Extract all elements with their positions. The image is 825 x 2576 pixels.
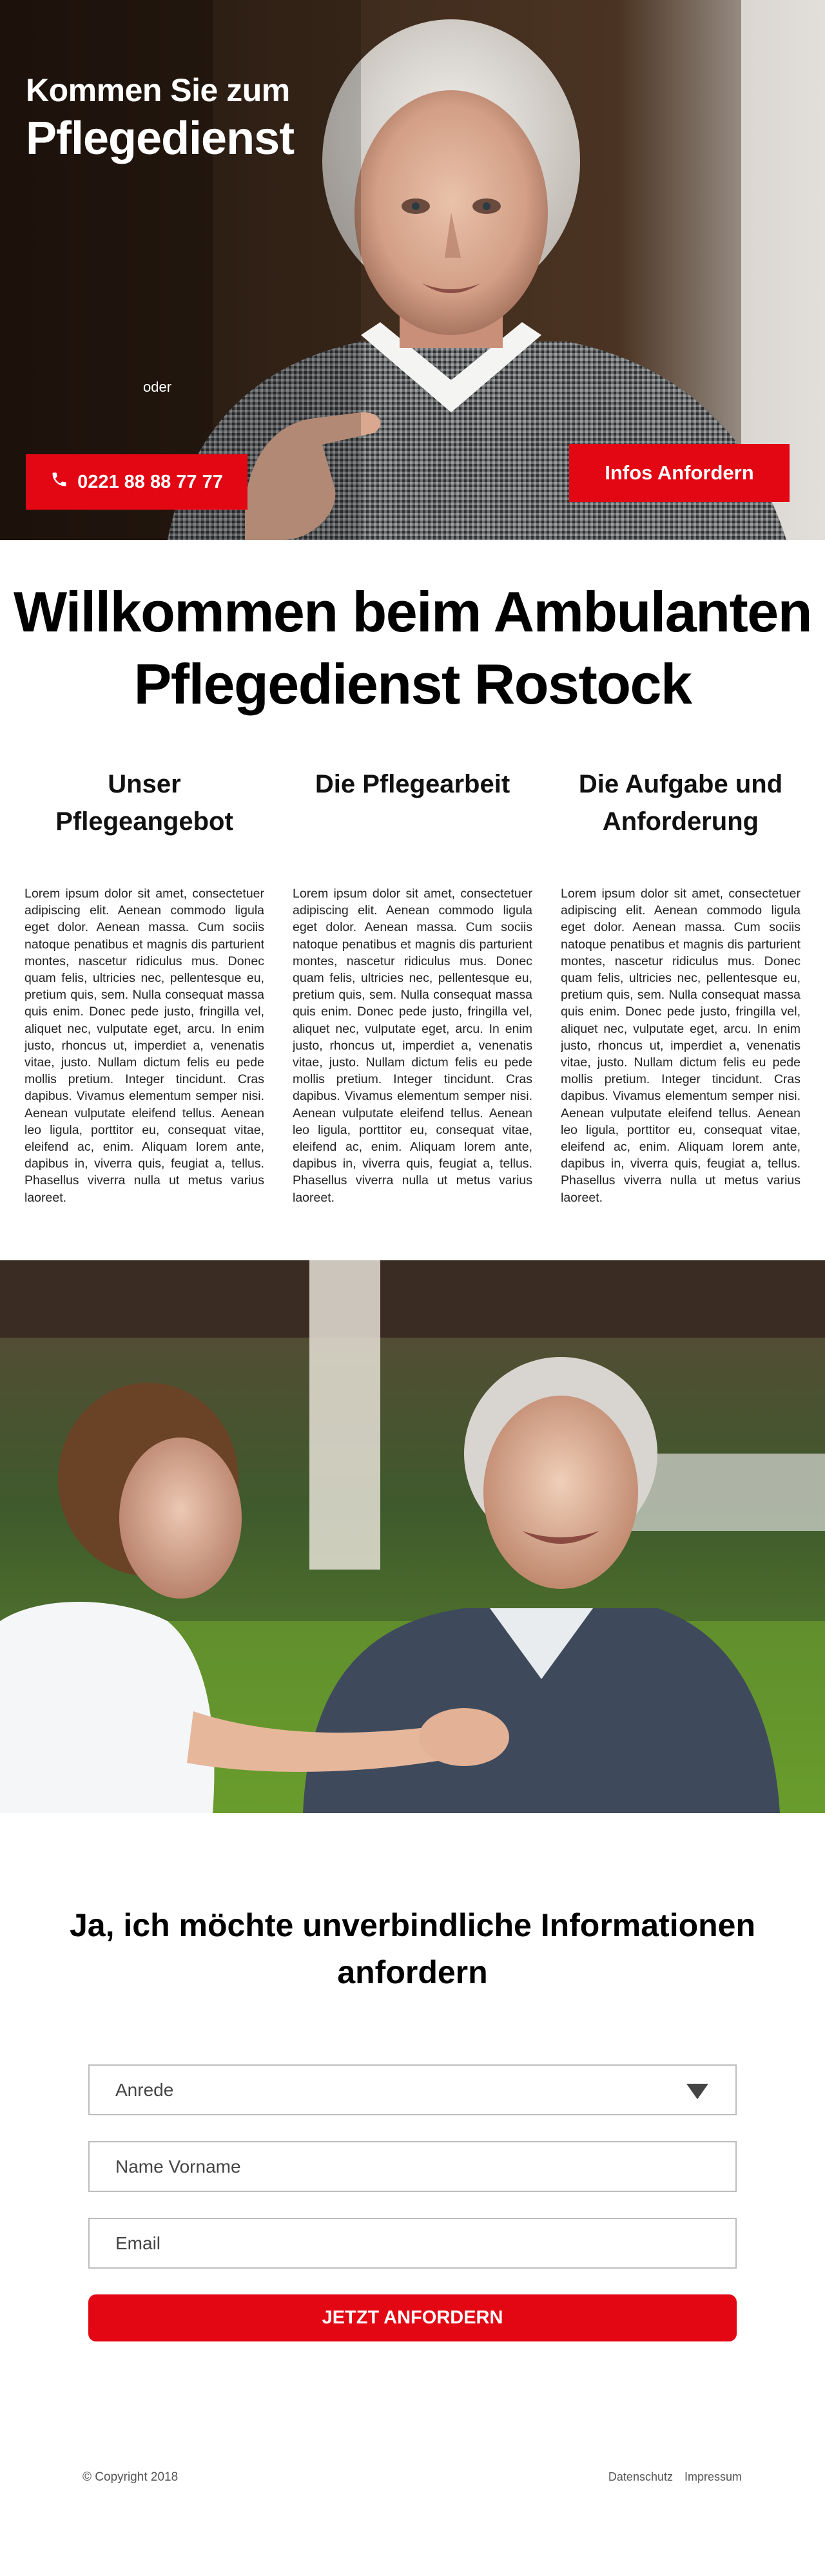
nurse-and-senior-photo <box>0 1260 825 1813</box>
hero-title-line1: Kommen Sie zum <box>26 72 290 108</box>
welcome-section <box>0 540 825 1206</box>
feature-column-task <box>561 765 801 1206</box>
hero-title-line2: Pflegedienst <box>26 113 295 164</box>
phone-number-label: 0221 88 88 77 77 <box>77 471 223 492</box>
form-title: Ja, ich möchte unverbindliche Informationen anfordern <box>69 1907 756 1990</box>
phone-call-button[interactable] <box>26 454 248 510</box>
footer <box>0 2341 825 2554</box>
hero-oder-label: oder <box>143 379 172 395</box>
hero-section <box>0 0 825 540</box>
chevron-down-icon <box>686 2084 708 2099</box>
feature-column-care-work <box>293 765 532 1206</box>
salutation-value: Anrede <box>115 2079 174 2100</box>
feature-columns <box>0 720 825 1206</box>
email-field[interactable] <box>115 2219 735 2267</box>
column-heading: Die Aufgabe und Anforderung <box>578 770 783 836</box>
column-heading: Die Pflegearbeit <box>315 770 510 798</box>
column-heading: Unser Pflegeangebot <box>55 770 233 836</box>
hero-title <box>26 70 361 166</box>
salutation-select[interactable] <box>88 2064 737 2115</box>
imprint-link[interactable]: Impressum <box>684 2470 742 2483</box>
name-field-wrapper <box>88 2141 737 2192</box>
request-form <box>88 2064 737 2341</box>
column-text: Lorem ipsum dolor sit amet, consectetuer adipiscing elit. Aenean commodo ligula eget dolor. Aenean massa. Cum sociis natoque penatibus et magnis dis parturient montes, nascetur ridiculus mus. Donec quam felis, ultricies nec, pellentesque eu, pretium quis, sem. Nulla consequat massa quis enim. Donec pede justo, fringilla vel, aliquet nec, vulputate eget, arcu. In enim justo, rhoncus ut, imperdiet a, venenatis vitae, justo. Nullam dictum felis eu pede mollis pretium. Integer tincidunt. Cras dapibus. Vivamus elementum semper nisi. Aenean vulputate eleifend tellus. Aenean leo ligula, porttitor eu, consequat vitae, eleifend ac, enim. Aliquam lorem ante, dapibus in, viverra quis, feugiat a, tellus. Phasellus viverra nulla ut metus varius laoreet. <box>24 887 264 1205</box>
welcome-title: Willkommen beim Ambulanten Pflegedienst Rostock <box>14 580 811 716</box>
copyright-text: © Copyright 2018 <box>82 2470 179 2484</box>
submit-button[interactable]: JETZT ANFORDERN <box>88 2294 737 2341</box>
column-text: Lorem ipsum dolor sit amet, consectetuer adipiscing elit. Aenean commodo ligula eget dolor. Aenean massa. Cum sociis natoque penatibus et magnis dis parturient montes, nascetur ridiculus mus. Donec quam felis, ultricies nec, pellentesque eu, pretium quis, sem. Nulla consequat massa quis enim. Donec pede justo, fringilla vel, aliquet nec, vulputate eget, arcu. In enim justo, rhoncus ut, imperdiet a, venenatis vitae, justo. Nullam dictum felis eu pede mollis pretium. Integer tincidunt. Cras dapibus. Vivamus elementum semper nisi. Aenean vulputate eleifend tellus. Aenean leo ligula, porttitor eu, consequat vitae, eleifend ac, enim. Aliquam lorem ante, dapibus in, viverra quis, feugiat a, tellus. Phasellus viverra nulla ut metus varius laoreet. <box>561 887 801 1205</box>
request-info-button[interactable]: Infos Anfordern <box>569 444 790 502</box>
name-field[interactable] <box>115 2142 735 2191</box>
privacy-link[interactable]: Datenschutz <box>608 2470 673 2483</box>
request-form-section <box>0 1813 825 2341</box>
phone-icon <box>50 470 68 494</box>
footer-links <box>608 2470 742 2484</box>
column-text: Lorem ipsum dolor sit amet, consectetuer adipiscing elit. Aenean commodo ligula eget dolor. Aenean massa. Cum sociis natoque penatibus et magnis dis parturient montes, nascetur ridiculus mus. Donec quam felis, ultricies nec, pellentesque eu, pretium quis, sem. Nulla consequat massa quis enim. Donec pede justo, fringilla vel, aliquet nec, vulputate eget, arcu. In enim justo, rhoncus ut, imperdiet a, venenatis vitae, justo. Nullam dictum felis eu pede mollis pretium. Integer tincidunt. Cras dapibus. Vivamus elementum semper nisi. Aenean vulputate eleifend tellus. Aenean leo ligula, porttitor eu, consequat vitae, eleifend ac, enim. Aliquam lorem ante, dapibus in, viverra quis, feugiat a, tellus. Phasellus viverra nulla ut metus varius laoreet. <box>293 887 532 1205</box>
feature-column-care-offer <box>24 765 264 1206</box>
email-field-wrapper <box>88 2218 737 2269</box>
